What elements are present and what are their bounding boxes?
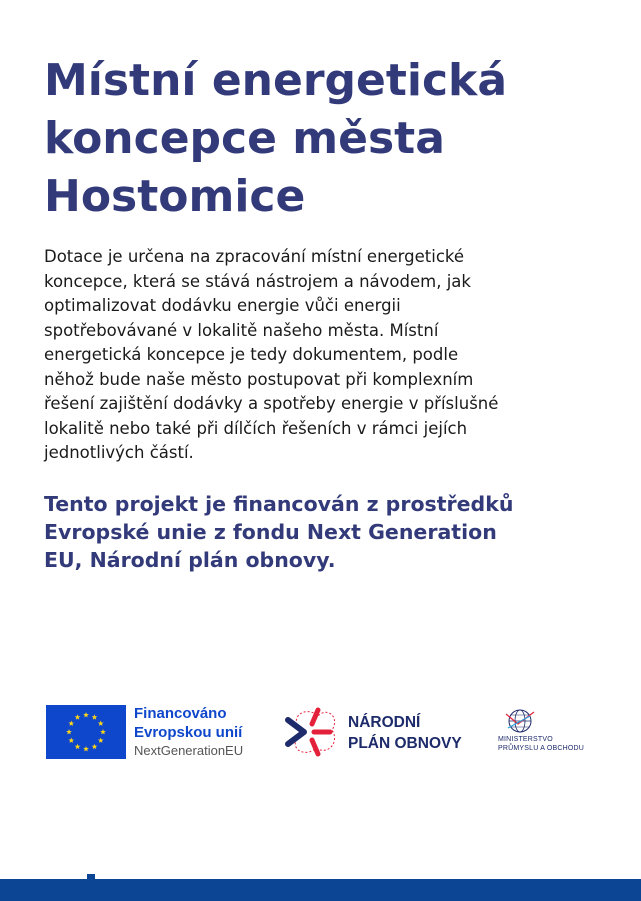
eu-funding-logo — [46, 704, 266, 764]
title-line: Hostomice — [44, 171, 306, 222]
description-paragraph — [44, 245, 604, 466]
funding-line: Tento projekt je financován z prostředků — [44, 492, 514, 516]
mpo-logo-line: MINISTERSTVO — [498, 736, 553, 743]
npo-mark-icon — [278, 704, 342, 760]
funding-statement — [44, 490, 614, 574]
npo-logo — [278, 702, 478, 764]
paragraph-line: energetická koncepce je tedy dokumentem, podle — [44, 345, 459, 364]
eu-logo-subtitle: NextGenerationEU — [134, 743, 244, 758]
eu-flag-icon — [46, 705, 126, 759]
mpo-globe-icon — [500, 708, 540, 734]
npo-logo-line: NÁRODNÍ — [348, 714, 421, 731]
funding-line: Evropské unie z fondu Next Generation — [44, 520, 497, 544]
npo-logo-line: PLÁN OBNOVY — [348, 735, 462, 752]
paragraph-line: koncepce, která se stává nástrojem a návodem, jak — [44, 271, 471, 291]
eu-logo-line: Evropskou unií — [134, 724, 243, 741]
mpo-logo-line: PRŮMYSLU A OBCHODU — [498, 744, 585, 752]
title-line: koncepce města — [44, 113, 445, 164]
funding-line: EU, Národní plán obnovy. — [44, 548, 336, 572]
paragraph-line: spotřebovávané v lokalitě našeho města. Místní — [44, 320, 439, 340]
paragraph-line: Dotace je určena na zpracování místní energetické — [44, 247, 465, 266]
paragraph-line: jednotlivých částí. — [44, 443, 194, 462]
paragraph-line: lokalitě nebo také při dílčích řešeních v rámci jejích — [44, 418, 468, 438]
page-title — [44, 52, 624, 226]
eu-logo-line: Financováno — [134, 705, 227, 722]
paragraph-line: optimalizovat dodávku energie vůči energii — [44, 296, 401, 315]
title-line: Místní energetická — [44, 55, 508, 106]
paragraph-line: něhož bude naše město postupovat při komplexním — [44, 369, 474, 389]
footer-bar — [0, 879, 641, 901]
paragraph-line: řešení zajištění dodávky a spotřeby energie v příslušné — [44, 394, 499, 413]
mpo-logo — [498, 708, 598, 758]
